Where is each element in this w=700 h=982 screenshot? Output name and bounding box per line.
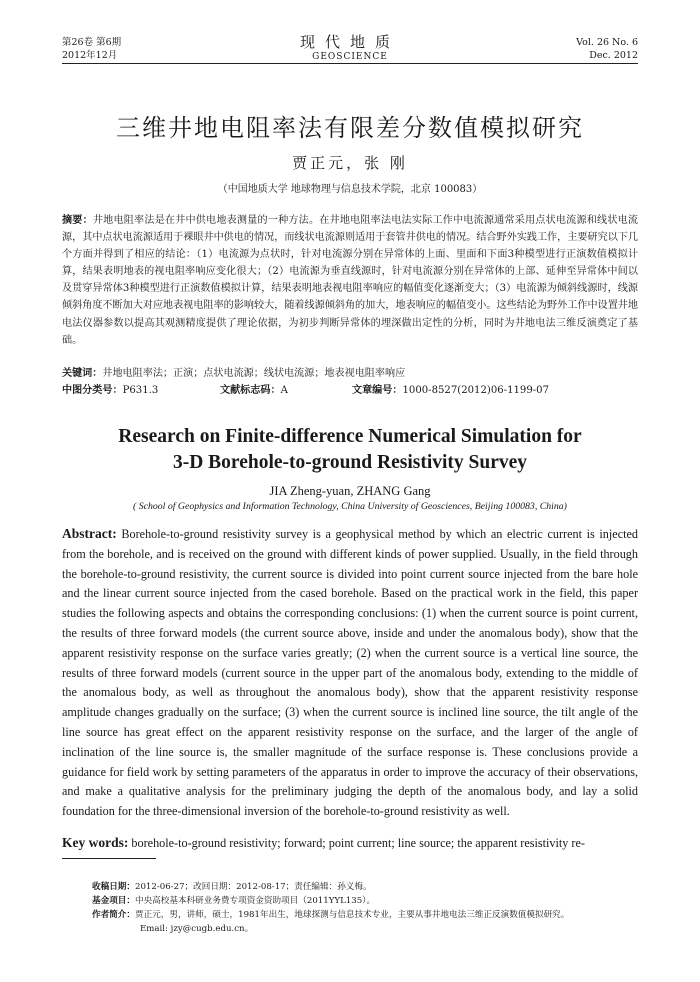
keywords-en bbox=[62, 835, 638, 851]
footnote-fund-text: 中央高校基本科研业务费专项资金资助项目（2011YYL135）。 bbox=[134, 896, 376, 906]
keywords-en-label: Key words: bbox=[62, 835, 129, 850]
document-code bbox=[220, 383, 288, 399]
journal-title-cn: 现代地质 bbox=[299, 33, 400, 51]
keywords-en-text: borehole-to-ground resistivity; forward; point current; line source; the apparent resistivity re- bbox=[128, 836, 585, 850]
article-number-label: 文章编号： bbox=[352, 385, 403, 396]
volume-issue-en bbox=[576, 36, 638, 62]
header-divider bbox=[62, 63, 638, 64]
volume-issue-en-line: Vol. 26 No. 6 bbox=[576, 37, 638, 48]
footnote-dates bbox=[92, 880, 632, 894]
publication-date-en-line: Dec. 2012 bbox=[589, 50, 638, 61]
clc-label: 中图分类号： bbox=[62, 385, 123, 396]
publication-date-line: 2012年12月 bbox=[62, 50, 118, 61]
clc-number bbox=[62, 383, 158, 399]
clc-value: P631.3 bbox=[122, 385, 159, 396]
paper-title-en-line2: 3-D Borehole-to-ground Resistivity Survey bbox=[172, 452, 528, 473]
footnote-email: Email: jzy@cugb.edu.cn。 bbox=[140, 924, 254, 934]
article-number bbox=[352, 383, 549, 399]
affiliation-en: ( School of Geophysics and Information Technology, China University of Geosciences, Beijing 100083, China) bbox=[133, 501, 567, 512]
abstract-en bbox=[62, 524, 638, 822]
paper-title-en bbox=[0, 424, 700, 476]
abstract-cn bbox=[62, 212, 638, 349]
document-code-label: 文献标志码： bbox=[220, 385, 281, 396]
keywords-cn-label: 关键词： bbox=[62, 368, 103, 379]
footnote-author-text: 贾正元，男，讲师，硕士，1981年出生，地球探测与信息技术专业，主要从事井地电法三维正反演数值模拟研究。 bbox=[134, 910, 570, 920]
keywords-cn bbox=[62, 366, 638, 382]
affiliation-cn: （中国地质大学 地球物理与信息技术学院，北京 100083） bbox=[217, 184, 483, 195]
footnote-dates-text: 2012-06-27；改回日期：2012-08-17；责任编辑：孙义梅。 bbox=[134, 882, 372, 892]
paper-title-en-line1: Research on Finite-difference Numerical Simulation for bbox=[118, 426, 582, 447]
volume-issue-line: 第26卷 第6期 bbox=[62, 37, 122, 48]
article-number-value: 1000-8527(2012)06-1199-07 bbox=[402, 385, 550, 396]
footnote-dates-label: 收稿日期： bbox=[92, 882, 135, 892]
authors-cn: 贾正元，张 刚 bbox=[292, 154, 408, 172]
abstract-cn-label: 摘要： bbox=[62, 215, 93, 226]
footnote-fund-label: 基金项目： bbox=[92, 896, 135, 906]
authors-en: JIA Zheng-yuan, ZHANG Gang bbox=[269, 484, 431, 498]
keywords-cn-text: 井地电阻率法；正演；点状电流源；线状电流源；地表视电阻率响应 bbox=[102, 368, 406, 379]
footnote-fund bbox=[92, 894, 632, 908]
journal-title-en: GEOSCIENCE bbox=[312, 52, 388, 62]
footnote bbox=[92, 880, 632, 936]
document-code-value: A bbox=[280, 385, 288, 396]
footnote-author-label: 作者简介： bbox=[92, 910, 135, 920]
footnote-author bbox=[92, 908, 632, 922]
abstract-en-text: Borehole-to-ground resistivity survey is a geophysical method by which an electric current is injected from the borehole, and is received on the ground with different kinds of power supplied. Usually, in the field through the borehole-to-ground resistivity, the current source is divided into point current source injected from the bare hole and the linear current source injected from the cased borehole. Based on the practical work in the field, this paper studies the following aspects and obtains the corresponding conclusions: (1) when the current source is point current, the results of three forward models (the current source above, inside and under the anomalous body), show that the apparent resistivity response on the surface varies greatly; (2) when the current source is a vertical line source, the results of three forward models (current source in the upper part of the anomalous body, extending to the middle of the anomalous body, as well as throughout the anomalous body), show that the apparent resistivity response amplitude changes gradually on the surface; (3) when the current source is inclined line source, the tilt angle of the line source has great effect on the apparent resistivity response on the surface, and the larger of the angle of inclination of the line source is, the smaller magnitude of the surface response is. These conclusions provide a guidance for field work by setting parameters of the apparatus in order to improve the accuracy of their observations, and make a qualitative analysis for the preliminary judging the depth of the anomalous body, and lay a solid foundation for the three-dimensional inversion of the borehole-to-ground resistivity as well. bbox=[62, 527, 638, 819]
paper-title-cn: 三维井地电阻率法有限差分数值模拟研究 bbox=[116, 114, 584, 142]
abstract-en-label: Abstract: bbox=[62, 526, 117, 541]
footnote-divider bbox=[62, 858, 156, 859]
abstract-cn-text: 井地电阻率法是在井中供电地表测量的一种方法。在井地电阻率法电法实际工作中电流源通常采用点状电流源和线状电流源，其中点状电流源适用于裸眼井中供电的情况，而线状电流源则适用于套管井供电的情况。结合野外实践工作，主要研究以下几个方面并得到了相应的结论：（1）电流源为点状时，针对电流源分别在异常体的上面、里面和下面3种模型进行正演数值模拟计算，结果表明地表的视电阻率响应变化很大；（2）电流源为垂直线源时，针对电流源分别在异常体的上部、延伸至异常体中间以及贯穿异常体3种模型进行正演数值模拟计算，结果表明地表视电阻率响应的幅值变化逐渐变大；（3）电流源为倾斜线源时，线源倾斜角度不断加大对应地表视电阻率的影响较大，随着线源倾斜角的加大，地表响应的幅值变小。这些结论为野外工作中设置井地电法仪器参数以提高其观测精度提供了理论依据，为初步判断异常体的埋深做出定性的分析，同时为井地电法三维反演奠定了基础。 bbox=[62, 215, 639, 346]
